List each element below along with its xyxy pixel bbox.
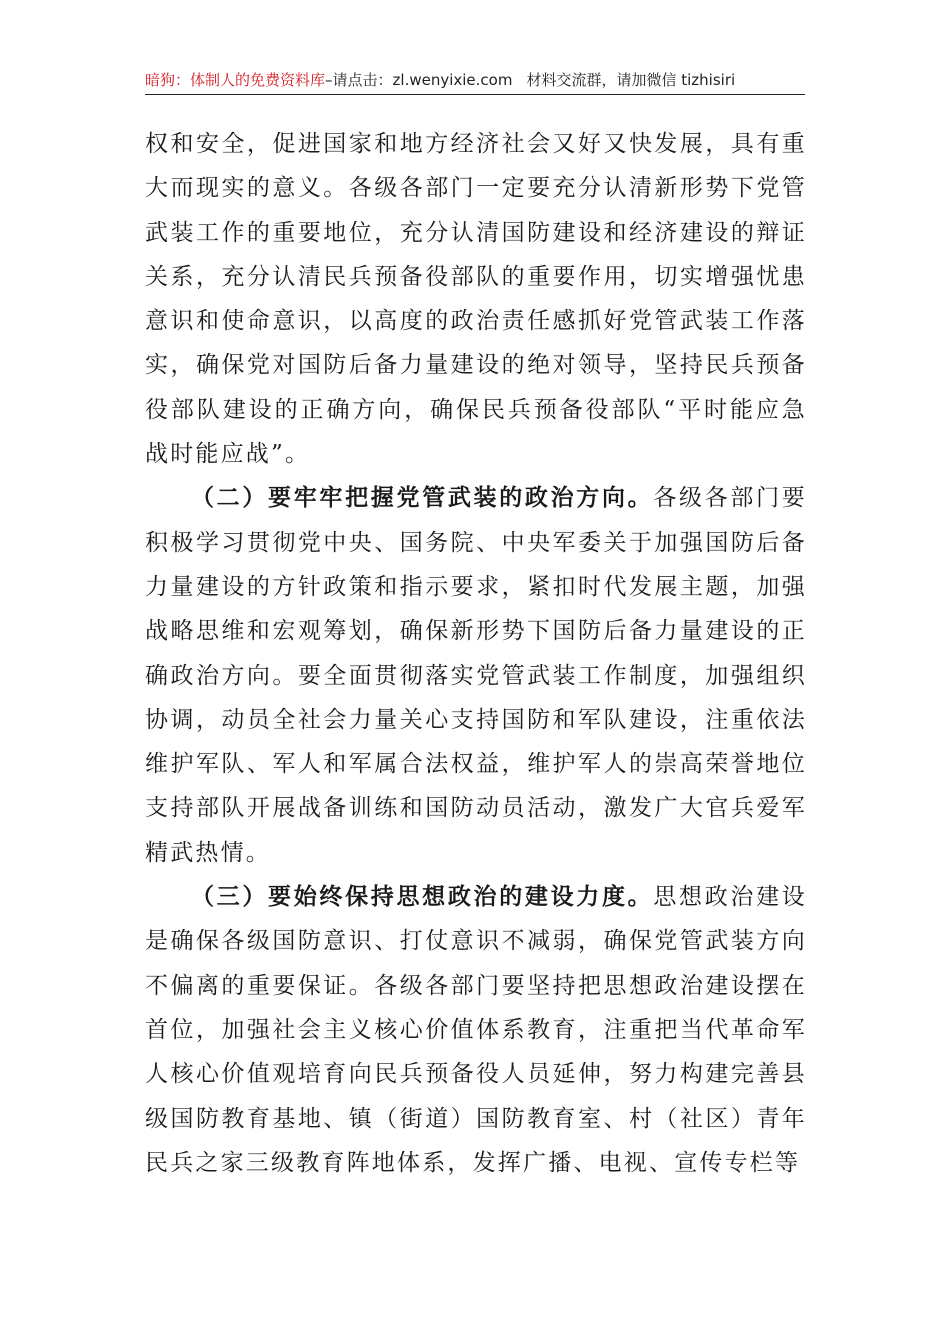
paragraph-text: 权和安全，促进国家和地方经济社会又好又快发展，具有重大而现实的意义。各级各部门一定要充分认清新形势下党管武装工作的重要地位，充分认清国防建设和经济建设的辩证关系，充分认清民兵预备役部队的重要作用，切实增强忧患意识和使命意识，以高度的政治责任感抓好党管武装工作落实，确保党对国防后备力量建设的绝对领导，坚持民兵预备役部队建设的正确方向，确保民兵预备役部队“平时能应急战时能应战”。 — [145, 131, 807, 468]
paragraph-continued — [145, 122, 807, 476]
document-body — [145, 122, 807, 1185]
paragraph-section-2 — [145, 476, 807, 875]
header-group-text: 材料交流群，请加微信 tizhisiri — [526, 71, 736, 89]
paragraph-text: 各级各部门要积极学习贯彻党中央、国务院、中央军委关于加强国防后备力量建设的方针政策和指示要求，紧扣时代发展主题，加强战略思维和宏观筹划，确保新形势下国防后备力量建设的正确政治方向。要全面贯彻落实党管武装工作制度，加强组织协调，动员全社会力量关心支持国防和军队建设，注重依法维护军队、军人和军属合法权益，维护军人的崇高荣誉地位支持部队开展战备训练和国防动员活动，激发广大官兵爱军精武热情。 — [145, 485, 807, 866]
header-site-name: 暗狗：体制人的免费资料库 — [145, 71, 326, 89]
section-heading: （二）要牢牢把握党管武装的政治方向。 — [191, 484, 654, 512]
header-url-link[interactable]: zl.wenyixie.com — [392, 71, 513, 89]
paragraph-section-3 — [145, 875, 807, 1185]
paragraph-text: 思想政治建设是确保各级国防意识、打仗意识不减弱，确保党管武装方向不偏离的重要保证。各级各部门要坚持把思想政治建设摆在首位，加强社会主义核心价值体系教育，注重把当代革命军人核心价值观培育向民兵预备役人员延伸，努力构建完善县级国防教育基地、镇（街道）国防教育室、村（社区）青年民兵之家三级教育阵地体系，发挥广播、电视、宣传专栏等 — [145, 884, 807, 1176]
header-click-prompt: –请点击： — [325, 71, 393, 89]
section-heading: （三）要始终保持思想政治的建设力度。 — [191, 883, 654, 911]
page-header — [145, 66, 805, 95]
